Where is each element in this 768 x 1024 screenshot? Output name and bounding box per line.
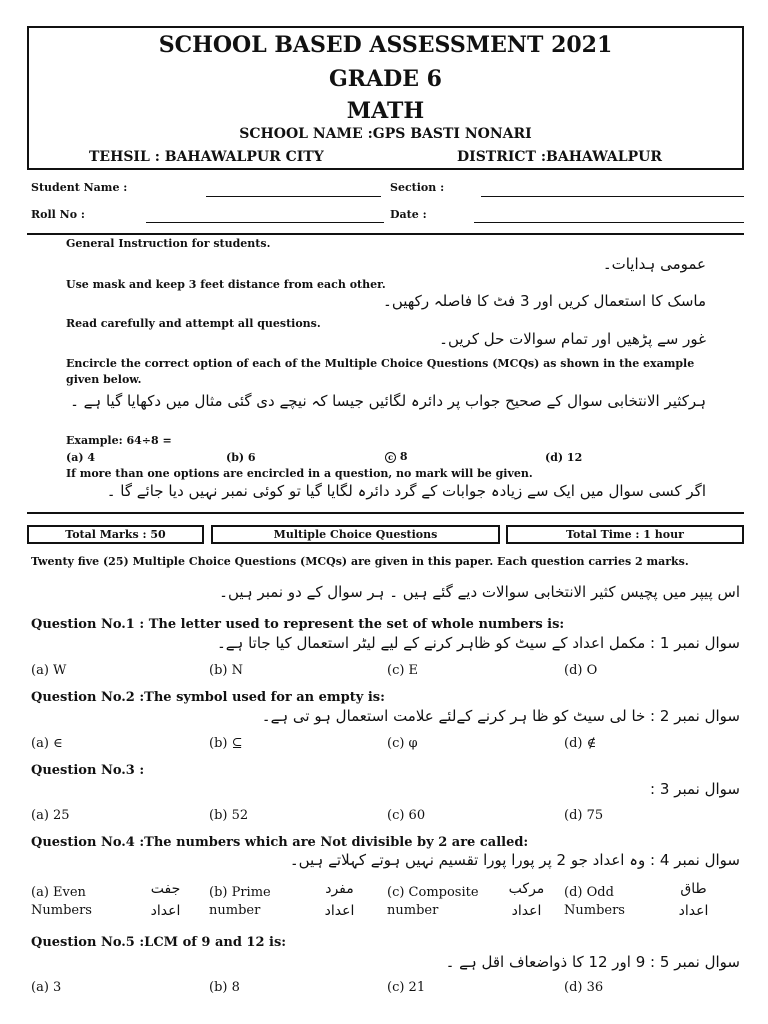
q2-option-a[interactable]: (a) ∈ bbox=[31, 736, 63, 751]
section-label: Section : bbox=[390, 181, 445, 194]
q1-option-a[interactable]: (a) W bbox=[31, 663, 67, 678]
q4-option-d-ur: طاق اعداد bbox=[678, 881, 709, 919]
q1-option-c[interactable]: (c) E bbox=[387, 663, 419, 678]
question-2-en: Question No.2 :The symbol used for an empty is: bbox=[31, 690, 385, 705]
q3-option-b[interactable]: (b) 52 bbox=[209, 808, 249, 823]
example-option-c bbox=[385, 450, 408, 463]
grade-label: GRADE 6 bbox=[329, 66, 442, 92]
q3-option-d[interactable]: (d) 75 bbox=[564, 808, 604, 823]
instruction-1-en: Use mask and keep 3 feet distance from each other. bbox=[66, 278, 386, 291]
example-option-d: (d) 12 bbox=[545, 451, 583, 464]
example-option-b: (b) 6 bbox=[226, 451, 256, 464]
warning-en: If more than one options are encircled in a question, no mark will be given. bbox=[66, 467, 533, 480]
example-option-a: (a) 4 bbox=[66, 451, 96, 464]
section-title: Multiple Choice Questions bbox=[273, 528, 438, 541]
instructions-heading-urdu: عمومی ہدایات۔ bbox=[602, 255, 706, 273]
question-3-ur: سوال نمبر 3 : bbox=[650, 780, 740, 798]
school-name: SCHOOL NAME :GPS BASTI NONARI bbox=[239, 126, 532, 142]
tehsil-label: TEHSIL : BAHAWALPUR CITY bbox=[89, 149, 324, 165]
q5-option-b[interactable]: (b) 8 bbox=[209, 980, 240, 995]
question-4-en: Question No.4 :The numbers which are Not divisible by 2 are called: bbox=[31, 835, 529, 850]
circled-answer-icon: c bbox=[385, 452, 396, 463]
q2-option-d[interactable]: (d) ∉ bbox=[564, 736, 597, 751]
q2-option-b[interactable]: (b) ⊆ bbox=[209, 736, 243, 751]
date-label: Date : bbox=[390, 208, 427, 221]
instruction-3-en: Encircle the correct option of each of the Multiple Choice Questions (MCQs) as shown in the example given below. bbox=[66, 357, 695, 386]
question-4-ur: سوال نمبر 4 : وہ اعداد جو 2 پر پورا پورا تقسیم نہیں ہوتے کہلاتے ہیں۔ bbox=[289, 851, 740, 869]
question-5-ur: سوال نمبر 5 : 9 اور 12 کا ذواضعاف اقل ہے ۔ bbox=[445, 953, 740, 971]
instruction-2-ur: غور سے پڑھیں اور تمام سوالات حل کریں۔ bbox=[439, 330, 706, 348]
q3-option-a[interactable]: (a) 25 bbox=[31, 808, 70, 823]
total-time-box bbox=[506, 525, 744, 544]
exam-title: SCHOOL BASED ASSESSMENT 2021 bbox=[158, 32, 613, 58]
header-box bbox=[27, 26, 744, 170]
section-box bbox=[211, 525, 500, 544]
q5-option-c[interactable]: (c) 21 bbox=[387, 980, 426, 995]
roll-no-field[interactable] bbox=[146, 222, 384, 223]
question-1-en: Question No.1 : The letter used to represent the set of whole numbers is: bbox=[31, 617, 565, 632]
section-field[interactable] bbox=[481, 196, 744, 197]
q4-option-b-ur: مفرد اعداد bbox=[324, 881, 355, 919]
instruction-1-ur: ماسک کا استعمال کریں اور 3 فٹ کا فاصلہ رکھیں۔ bbox=[383, 292, 706, 310]
q5-option-d[interactable]: (d) 36 bbox=[564, 980, 604, 995]
warning-ur: اگر کسی سوال میں ایک سے زیادہ جوابات کے گرد دائرہ لگایا گیا تو کوئی نمبر نہیں دیا جائے گا ۔ bbox=[106, 482, 706, 500]
instruction-3-ur: ہرکثیر الانتخابی سوال کے صحیح جواب پر دائرہ لگائیں جیسا کہ نیچے دی گئی مثال میں دکھایا گیا ہے ۔ bbox=[70, 392, 706, 410]
q4-option-b[interactable]: (b) Prime number bbox=[209, 885, 271, 918]
instructions-heading: General Instruction for students. bbox=[66, 237, 271, 250]
divider bbox=[27, 233, 744, 235]
q4-option-c[interactable]: (c) Composite number bbox=[387, 885, 479, 918]
q4-option-a[interactable]: (a) Even Numbers bbox=[31, 885, 92, 918]
question-5-en: Question No.5 :LCM of 9 and 12 is: bbox=[31, 935, 287, 950]
q1-option-d[interactable]: (d) O bbox=[564, 663, 598, 678]
subject-label: MATH bbox=[346, 98, 425, 124]
instruction-2-en: Read carefully and attempt all questions. bbox=[66, 317, 321, 330]
mcq-intro-en: Twenty five (25) Multiple Choice Questions (MCQs) are given in this paper. Each question carries 2 marks. bbox=[31, 555, 689, 568]
q4-option-d[interactable]: (d) Odd Numbers bbox=[564, 885, 625, 918]
q4-option-c-ur: مرکب اعداد bbox=[508, 881, 545, 919]
total-marks-box bbox=[27, 525, 204, 544]
student-name-field[interactable] bbox=[206, 196, 381, 197]
q5-option-a[interactable]: (a) 3 bbox=[31, 980, 62, 995]
example-label: Example: 64÷8 = bbox=[66, 434, 172, 447]
total-marks-label: Total Marks : 50 bbox=[65, 528, 166, 541]
total-time-label: Total Time : 1 hour bbox=[566, 528, 684, 541]
district-label: DISTRICT :BAHAWALPUR bbox=[457, 149, 662, 165]
q4-option-a-ur: جفت اعداد bbox=[150, 881, 181, 919]
divider bbox=[27, 512, 744, 514]
date-field[interactable] bbox=[474, 222, 744, 223]
example-option-c-value: 8 bbox=[399, 450, 408, 463]
question-2-ur: سوال نمبر 2 : خا لی سیٹ کو ظا ہر کرنے کےلئے علامت استعمال ہو تی ہے۔ bbox=[261, 707, 740, 725]
q1-option-b[interactable]: (b) N bbox=[209, 663, 243, 678]
q2-option-c[interactable]: (c) φ bbox=[387, 736, 418, 751]
student-name-label: Student Name : bbox=[31, 181, 128, 194]
question-3-en: Question No.3 : bbox=[31, 763, 145, 778]
question-1-ur: سوال نمبر 1 : مکمل اعداد کے سیٹ کو ظاہر کرنے کے لیے لیٹر استعمال کیا جاتا ہے۔ bbox=[216, 634, 740, 652]
mcq-intro-ur: اس پیپر میں پچیس کثیر الانتخابی سوالات دیے گئے ہیں ۔ ہر سوال کے دو نمبر ہیں۔ bbox=[219, 583, 740, 601]
q3-option-c[interactable]: (c) 60 bbox=[387, 808, 426, 823]
roll-no-label: Roll No : bbox=[31, 208, 85, 221]
